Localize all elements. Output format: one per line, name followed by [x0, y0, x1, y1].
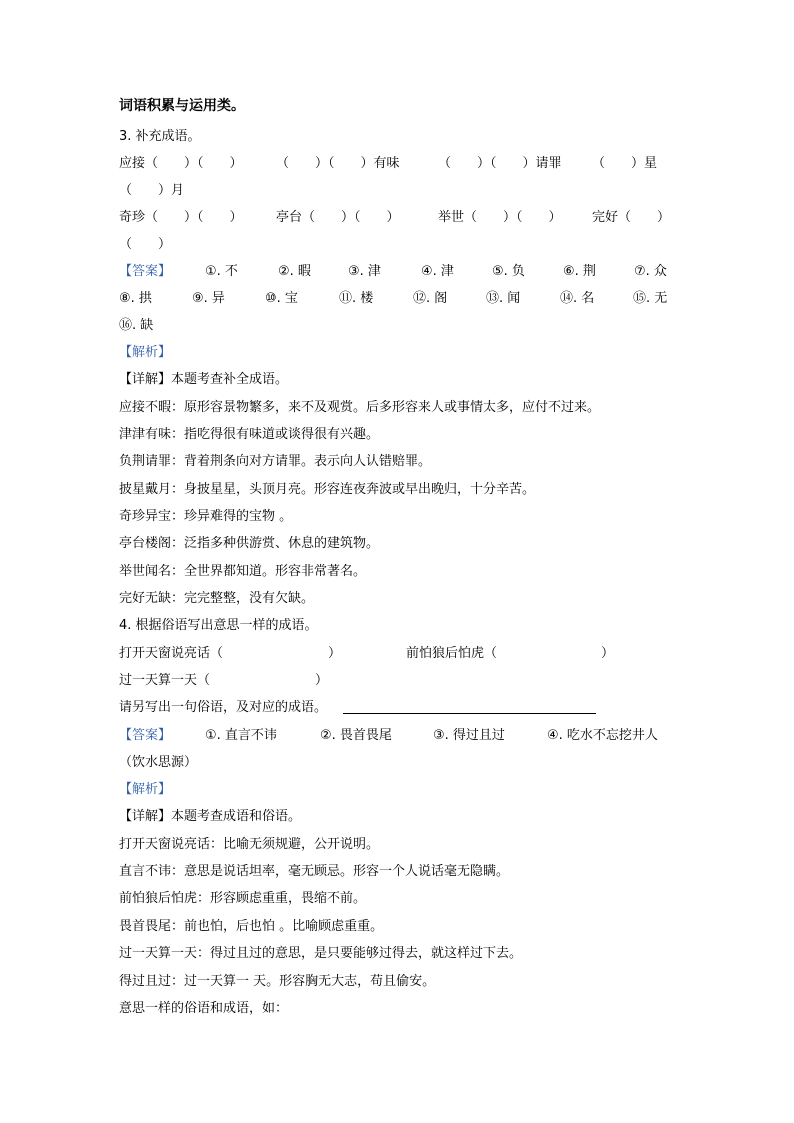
q3-explanation-1: 应接不暇：原形容景物繁多，来不及观赏。后多形容来人或事情太多，应付不过来。	[119, 400, 601, 415]
q4-item-1-close: ）	[328, 646, 342, 661]
q4-item-3: 过一天算一天（	[119, 673, 211, 688]
q3-answer-12: ⑫. 阁	[413, 291, 448, 306]
q3-explanation-3: 负荆请罪：背着荆条向对方请罪。表示向人认错赔罪。	[119, 454, 432, 469]
q3-explanation-5: 奇珍异宝：珍异难得的宝物 。	[119, 509, 293, 524]
q3-row2-continuation: （ ）	[119, 237, 172, 252]
q3-answer-13: ⑬. 闻	[486, 291, 521, 306]
q4-answer-blank-line	[343, 713, 596, 714]
q3-answer-9: ⑨. 异	[192, 291, 225, 306]
q4-explanation-1: 打开天窗说亮话：比喻无须规避，公开说明。	[119, 837, 380, 852]
q4-answer-3: ③. 得过且过	[433, 728, 505, 743]
q4-explanation-6: 得过且过：过一天算一 天。形容胸无大志，苟且偷安。	[119, 974, 436, 989]
q3-explanation-4: 披星戴月：身披星星，头顶月亮。形容连夜奔波或早出晚归，十分辛苦。	[119, 482, 536, 497]
q3-analysis-tag: 【解析】	[119, 345, 172, 360]
q3-explanation-7: 举世闻名：全世界都知道。形容非常著名。	[119, 564, 367, 579]
q3-answer-6: ⑥. 荆	[563, 264, 596, 279]
q3-row2-item1: 奇珍（ ）（ ）	[119, 210, 243, 225]
q4-detail-tag: 【详解】	[119, 809, 172, 824]
q3-answer-2: ②. 暇	[278, 264, 311, 279]
q3-row1-item3: （ ）（ ）请罪	[438, 156, 562, 171]
q4-detail-text: 本题考查成语和俗语。	[171, 809, 302, 824]
q3-row1-item1: 应接（ ）（ ）	[119, 156, 243, 171]
q4-explanation-4: 畏首畏尾：前也怕，后也怕 。比喻顾虑重重。	[119, 919, 384, 934]
q3-row1-item2: （ ）（ ）有味	[276, 156, 400, 171]
q3-answer-15: ⑮. 无	[633, 291, 668, 306]
q3-detail-tag: 【详解】	[119, 372, 172, 387]
q3-row2-item3: 举世（ ）（ ）	[438, 210, 562, 225]
q3-row2-item4: 完好（ ）	[592, 210, 671, 225]
q3-answer-7: ⑦. 众	[634, 264, 667, 279]
q4-answer-tag: 【答案】	[119, 728, 172, 743]
q4-item-3-close: ）	[315, 673, 329, 688]
q4-item-1: 打开天窗说亮话（	[119, 646, 224, 661]
q4-answer-4: ④. 吃水不忘挖井人	[547, 728, 658, 743]
q3-row1-item4: （ ）星	[592, 156, 658, 171]
q4-prompt: 4. 根据俗语写出意思一样的成语。	[119, 618, 318, 633]
q4-answer-2: ②. 畏首畏尾	[320, 728, 392, 743]
q3-row2-item2: 亭台（ ）（ ）	[276, 210, 400, 225]
q3-prompt: 3. 补充成语。	[119, 129, 201, 144]
q4-explanation-3: 前怕狼后怕虎：形容顾虑重重，畏缩不前。	[119, 891, 367, 906]
q4-detail-line	[119, 808, 301, 826]
q4-explanation-7: 意思一样的俗语和成语，如：	[119, 1001, 289, 1016]
q3-answer-8: ⑧. 拱	[119, 291, 152, 306]
q4-explanation-2: 直言不讳：意思是说话坦率，毫无顾忌。形容一个人说话毫无隐瞒。	[119, 864, 510, 879]
q3-answer-16: ⑯. 缺	[119, 318, 154, 333]
q4-answer-1: ①. 直言不讳	[205, 728, 277, 743]
q4-explanation-5: 过一天算一天：得过且过的意思，是只要能够过得去，就这样过下去。	[119, 946, 523, 961]
q3-detail-text: 本题考查补全成语。	[171, 372, 289, 387]
q4-item-4: 请另写出一句俗语，及对应的成语。	[119, 700, 328, 715]
section-title: 词语积累与运用类。	[119, 98, 245, 114]
q4-answer-tail: （饮水思源）	[119, 755, 198, 770]
q4-item-2: 前怕狼后怕虎（	[406, 646, 498, 661]
q3-answer-5: ⑤. 负	[492, 264, 525, 279]
q3-answer-4: ④. 津	[421, 264, 454, 279]
q3-answer-1: ①. 不	[205, 264, 238, 279]
q3-explanation-2: 津津有味：指吃得很有味道或谈得很有兴趣。	[119, 427, 380, 442]
q3-answer-tag: 【答案】	[119, 264, 172, 279]
q3-answer-10: ⑩. 宝	[265, 291, 298, 306]
q3-answer-3: ③. 津	[348, 264, 381, 279]
q4-analysis-tag: 【解析】	[119, 782, 172, 797]
q3-row1-continuation: （ ）月	[119, 183, 185, 198]
q3-detail-line	[119, 371, 288, 389]
q3-explanation-8: 完好无缺：完完整整，没有欠缺。	[119, 591, 315, 606]
q3-answer-14: ⑭. 名	[560, 291, 595, 306]
q3-explanation-6: 亭台楼阁：泛指多种供游赏、休息的建筑物。	[119, 536, 380, 551]
q3-answer-11: ⑪. 楼	[339, 291, 374, 306]
q4-item-2-close: ）	[601, 646, 615, 661]
